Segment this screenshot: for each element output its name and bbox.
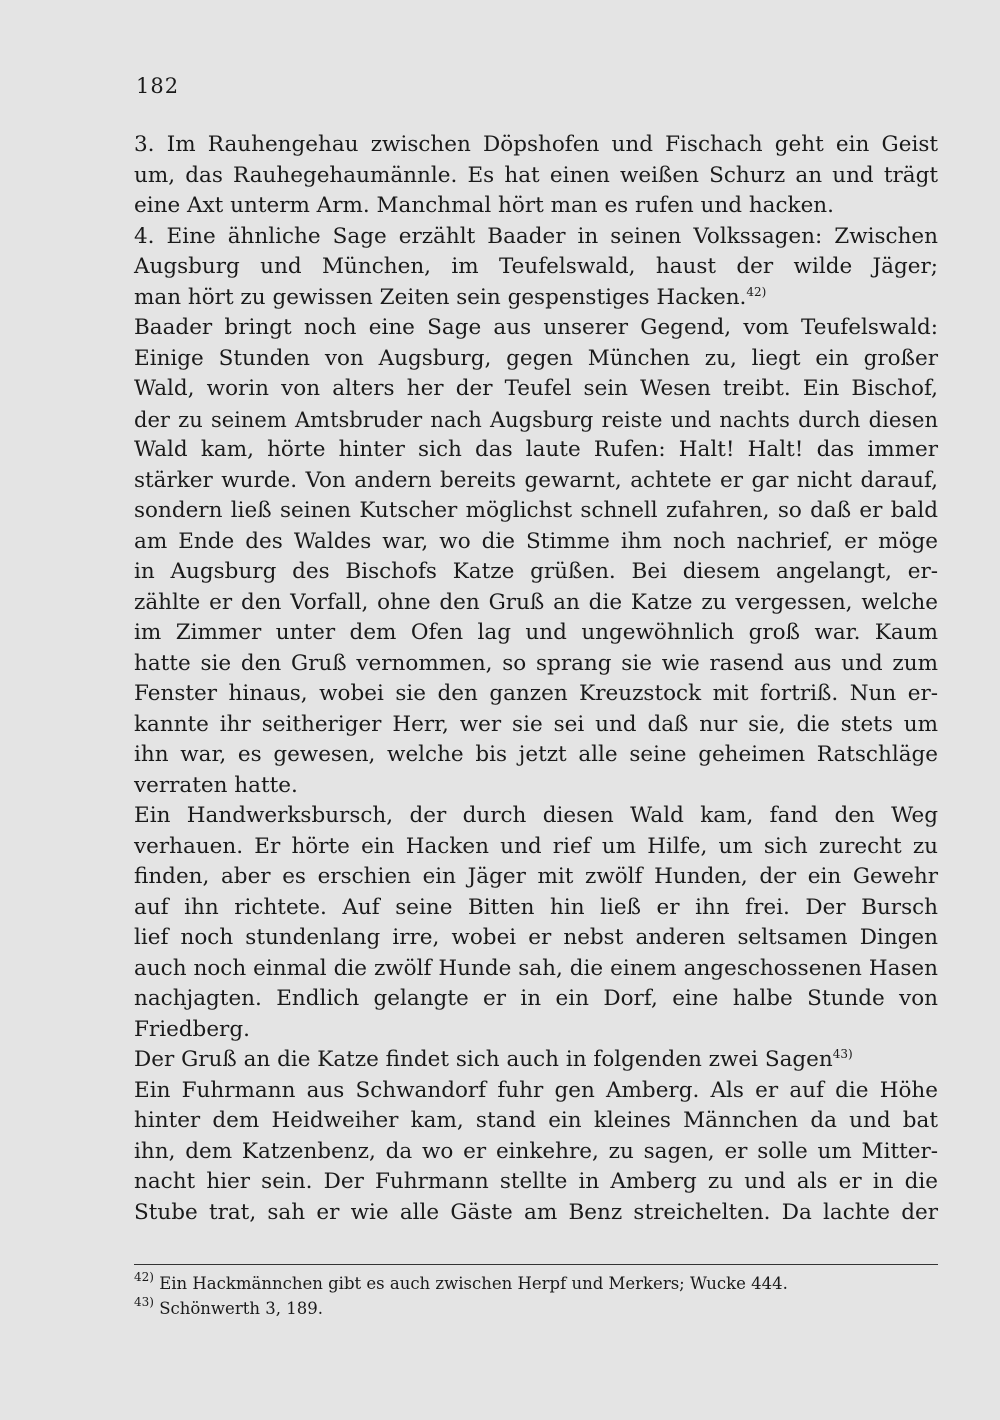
text-line-content: der zu seinem Amtsbruder nach Augsburg reiste und nachts durch diesen [134, 407, 938, 432]
text-line [134, 1045, 938, 1076]
text-line [134, 1106, 938, 1137]
text-line [134, 923, 938, 954]
text-line-content: ihn war, es gewesen, welche bis jetzt alle seine geheimen Ratschläge [134, 742, 938, 767]
text-line-content: zählte er den Vorfall, ohne den Gruß an die Katze zu vergessen, welche [134, 589, 938, 615]
text-line-content: man hört zu gewissen Zeiten sein gespenstiges Hacken. [134, 284, 747, 310]
text-line [134, 710, 938, 741]
text-line-content: verraten hatte. [134, 772, 298, 798]
text-line [134, 984, 938, 1015]
text-line-content: Fenster hinaus, wobei sie den ganzen Kreuzstock mit fortriß. Nun er- [134, 681, 938, 706]
text-line-content: hatte sie den Gruß vernommen, so sprang sie wie rasend aus und zum [134, 650, 938, 676]
text-line [134, 435, 938, 466]
text-line [134, 161, 938, 192]
text-line [134, 649, 938, 680]
text-line-content: Der Gruß an die Katze findet sich auch in folgenden zwei Sagen [134, 1047, 833, 1072]
text-line [134, 252, 938, 283]
text-line-content: am Ende des Waldes war, wo die Stimme ihm noch nachrief, er möge [134, 528, 938, 554]
footnote-text: Schönwerth 3, 189. [159, 1299, 323, 1318]
text-line-content: verhauen. Er hörte ein Hacken und rief um Hilfe, um sich zurecht zu [134, 833, 938, 859]
text-line [134, 374, 938, 405]
text-line [134, 893, 938, 924]
footnote-text: Ein Hackmännchen gibt es auch zwischen Herpf und Merkers; Wucke 444. [159, 1274, 788, 1293]
text-line-content: hinter dem Heidweiher kam, stand ein kleines Männchen da und bat [134, 1108, 938, 1133]
text-line [134, 1015, 938, 1046]
footnote-marker: 42) [134, 1270, 154, 1284]
footnotes [134, 1271, 938, 1321]
text-line-content: kannte ihr seitheriger Herr, wer sie sei und daß nur sie, die stets um [134, 711, 938, 737]
text-line [134, 557, 938, 588]
text-line [134, 130, 938, 161]
text-line-content: Friedberg. [134, 1016, 250, 1042]
text-line-content: Augsburg und München, im Teufelswald, haust der wilde Jäger; [134, 254, 938, 279]
footnote-rule [134, 1264, 938, 1265]
text-line-content: ihn, dem Katzenbenz, da wo er einkehre, zu sagen, er solle um Mitter- [134, 1138, 938, 1164]
text-line [134, 1137, 938, 1168]
text-line-content: Baader bringt noch eine Sage aus unserer Gegend, vom Teufelswald: [134, 315, 938, 340]
footnote-reference: 42) [746, 284, 767, 299]
text-line-content: stärker wurde. Von andern bereits gewarnt, achtete er gar nicht darauf, [134, 467, 938, 493]
footnote [134, 1296, 938, 1321]
text-line [134, 527, 938, 558]
body-text [134, 130, 938, 1228]
text-line-content: Ein Fuhrmann aus Schwandorf fuhr gen Amberg. Als er auf die Höhe [134, 1077, 938, 1103]
text-line-content: Wald kam, hörte hinter sich das laute Rufen: Halt! Halt! das immer [134, 437, 938, 462]
text-line [134, 283, 938, 314]
text-line [134, 191, 938, 222]
text-line-content: um, das Rauhegehaumännle. Es hat einen weißen Schurz an und trägt [134, 162, 938, 188]
text-line [134, 740, 938, 771]
text-line [134, 862, 938, 893]
text-line-content: Einige Stunden von Augsburg, gegen München zu, liegt ein großer [134, 345, 938, 371]
text-line-content: Wald, worin von alters her der Teufel sein Wesen treibt. Ein Bischof, [134, 376, 938, 401]
text-line [134, 222, 938, 253]
text-line [134, 405, 938, 436]
footnote [134, 1271, 938, 1296]
text-line [134, 1076, 938, 1107]
text-line-content: Stube trat, sah er wie alle Gäste am Benz streichelten. Da lachte der [134, 1199, 938, 1225]
page-number: 182 [136, 74, 180, 98]
text-line-content: in Augsburg des Bischofs Katze grüßen. Bei diesem angelangt, er- [134, 559, 938, 584]
text-line [134, 832, 938, 863]
text-line-content: im Zimmer unter dem Ofen lag und ungewöhnlich groß war. Kaum [134, 620, 938, 645]
text-line-content: auf ihn richtete. Auf seine Bitten hin ließ er ihn frei. Der Bursch [134, 894, 938, 920]
text-line [134, 954, 938, 985]
text-line [134, 679, 938, 710]
text-line [134, 771, 938, 802]
text-line [134, 344, 938, 375]
text-line [134, 496, 938, 527]
text-line [134, 588, 938, 619]
text-line-content: sondern ließ seinen Kutscher möglichst schnell zufahren, so daß er bald [134, 498, 938, 523]
text-line [134, 466, 938, 497]
text-line-content: nachjagten. Endlich gelangte er in ein Dorf, eine halbe Stunde von [134, 986, 938, 1011]
text-line-content: 4. Eine ähnliche Sage erzählt Baader in seinen Volkssagen: Zwischen [134, 223, 938, 249]
text-line [134, 313, 938, 344]
text-line [134, 1198, 938, 1229]
text-line-content: eine Axt unterm Arm. Manchmal hört man es rufen und hacken. [134, 193, 834, 218]
text-line-content: Ein Handwerksbursch, der durch diesen Wald kam, fand den Weg [134, 803, 938, 828]
text-line-content: lief noch stundenlang irre, wobei er nebst anderen seltsamen Dingen [134, 925, 938, 950]
text-line [134, 1167, 938, 1198]
text-line-content: auch noch einmal die zwölf Hunde sah, die einem angeschossenen Hasen [134, 955, 938, 981]
text-line-content: finden, aber es erschien ein Jäger mit zwölf Hunden, der ein Gewehr [134, 864, 938, 889]
text-line [134, 618, 938, 649]
text-line-content: 3. Im Rauhengehau zwischen Döpshofen und Fischach geht ein Geist [134, 132, 938, 157]
text-line-content: nacht hier sein. Der Fuhrmann stellte in Amberg zu und als er in die [134, 1169, 938, 1194]
text-line [134, 801, 938, 832]
footnote-marker: 43) [134, 1295, 154, 1309]
footnote-reference: 43) [832, 1047, 853, 1061]
